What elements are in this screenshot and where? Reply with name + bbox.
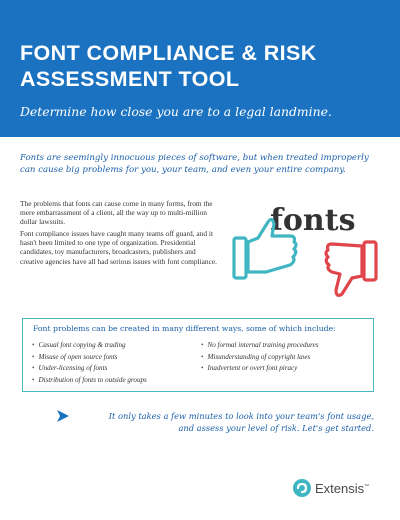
fonts-thumbs-illustration [228, 186, 383, 306]
fonts-wordmark [270, 203, 355, 238]
list-item: • Under-licensing of fonts [32, 363, 197, 375]
logo-name: Extensis [315, 481, 365, 496]
extensis-logo [292, 475, 387, 501]
intro-paragraph-2: Font compliance issues have caught many teams off guard, and it hasn't been limited to one type of organization. Presidential candidates, toy manufacturers, broadcasters, publishers and creative agencies have all had serious issues with font compliance. [20, 229, 218, 266]
page-subtitle: Determine how close you are to a legal landmine. [20, 104, 332, 119]
fonts-word: fonts [270, 203, 356, 238]
call-to-action [74, 411, 374, 434]
extensis-logo-icon [292, 478, 312, 498]
list-item: • Distribution of fonts to outside groups [32, 375, 197, 387]
problems-box [22, 318, 374, 392]
problems-box-title: Font problems can be created in many different ways, some of which include: [33, 324, 336, 333]
problems-list-left [32, 340, 197, 386]
list-item: • Inadvertent or overt font piracy [201, 363, 369, 375]
cta-line-1: It only takes a few minutes to look into your team's font usage, [108, 411, 374, 421]
list-item: • Casual font copying & trading [32, 340, 197, 352]
problems-list-right [201, 340, 369, 375]
cta-line-2: and assess your level of risk. Let's get started. [178, 422, 374, 433]
header-banner [0, 0, 400, 137]
logo-trademark: ™ [364, 483, 370, 490]
thumbs-down-icon [326, 242, 376, 295]
list-item: • No formal internal training procedures [201, 340, 369, 352]
list-item: • Misunderstanding of copyright laws [201, 352, 369, 364]
page-title: FONT COMPLIANCE & RISK ASSESSMENT TOOL [20, 41, 317, 91]
intro-lead: Fonts are seemingly innocuous pieces of software, but when treated improperly can cause big problems for you, your team, and even your entire company. [20, 153, 369, 175]
list-item: • Misuse of open source fonts [32, 352, 197, 364]
arrow-right-icon [56, 409, 70, 423]
intro-paragraph-1: The problems that fonts can cause come in many forms, from the mere embarrassment of a client, all the way up to multi-million dollar lawsuits. [20, 199, 213, 227]
